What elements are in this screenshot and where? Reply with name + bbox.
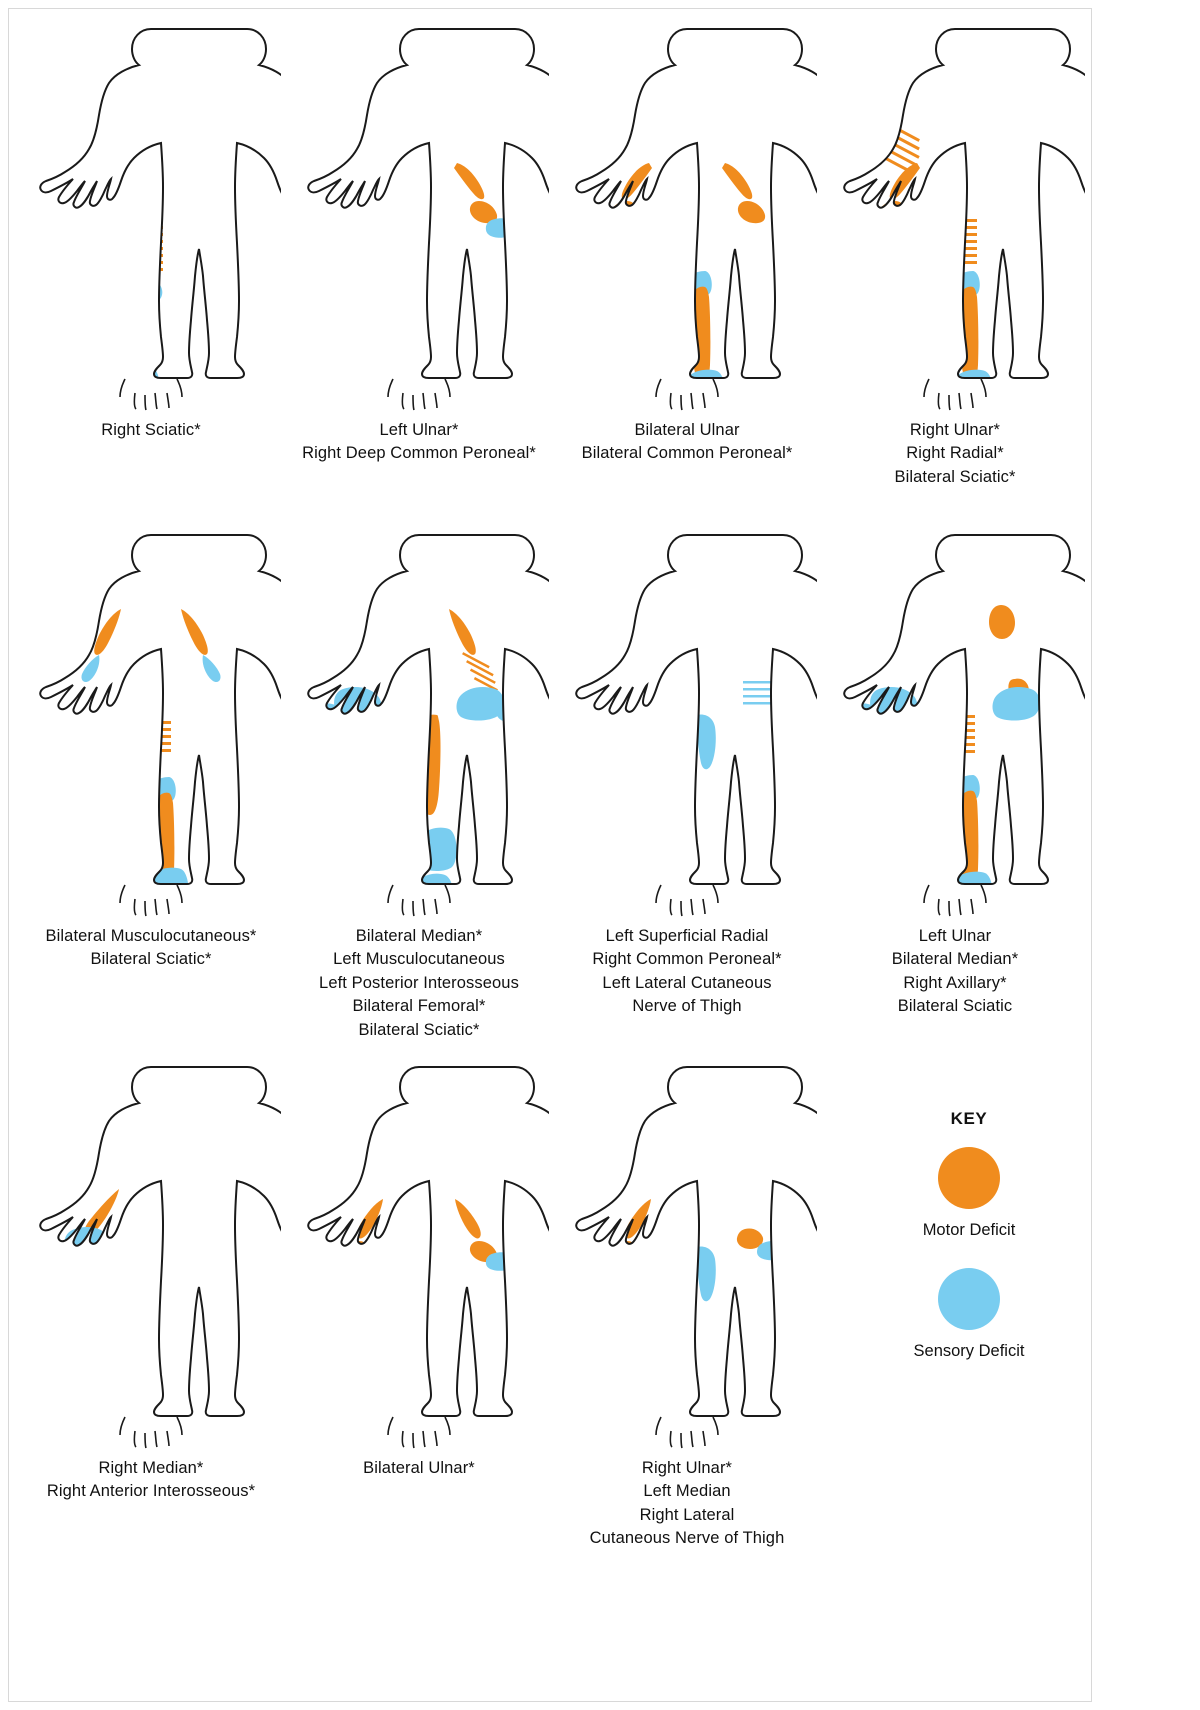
body-diagram-7 <box>557 529 817 919</box>
panel-11 <box>557 1061 817 1551</box>
human-body-figure <box>557 529 817 919</box>
key-title: KEY <box>950 1109 988 1128</box>
body-diagram-11 <box>557 1061 817 1451</box>
panel-10 <box>289 1061 549 1480</box>
panel-2 <box>289 23 549 466</box>
panel-9 <box>21 1061 281 1504</box>
body-diagram-6 <box>289 529 549 919</box>
human-body-figure <box>825 23 1085 413</box>
panel-6 <box>289 529 549 1042</box>
panel-caption: Bilateral Ulnar* <box>363 1459 475 1477</box>
human-body-figure <box>825 529 1085 919</box>
panel-caption: Bilateral Musculocutaneous* Bilateral Sciatic* <box>45 927 257 969</box>
panel-5 <box>21 529 281 972</box>
sensory-deficit-label: Sensory Deficit <box>913 1342 1025 1360</box>
human-body-figure <box>289 1061 549 1451</box>
panel-3 <box>557 23 817 466</box>
body-diagram-2 <box>289 23 549 413</box>
panel-caption: Right Median* Right Anterior Interosseous* <box>46 1459 256 1501</box>
panel-caption: Right Ulnar* Left Median Right Lateral Cutaneous Nerve of Thigh <box>589 1459 785 1548</box>
body-diagram-4 <box>825 23 1085 413</box>
panel-caption: Left Ulnar Bilateral Median* Right Axillary* Bilateral Sciatic <box>891 927 1019 1016</box>
panel-8 <box>825 529 1085 1019</box>
sensory-dot-icon <box>938 1268 1000 1330</box>
panel-caption: Bilateral Ulnar Bilateral Common Peroneal* <box>581 421 793 463</box>
human-body-figure <box>21 1061 281 1451</box>
human-body-figure <box>289 23 549 413</box>
human-body-figure <box>21 23 281 413</box>
figure-sheet <box>8 8 1092 1702</box>
panel-caption: Left Ulnar* Right Deep Common Peroneal* <box>302 421 536 463</box>
body-diagram-1 <box>21 23 281 413</box>
panel-4 <box>825 23 1085 489</box>
human-body-figure <box>557 23 817 413</box>
motor-dot-icon <box>938 1147 1000 1209</box>
body-diagram-10 <box>289 1061 549 1451</box>
panel-caption: Bilateral Median* Left Musculocutaneous Left Posterior Interosseous Bilateral Femoral* Bilateral Sciatic* <box>319 927 519 1039</box>
body-diagram-9 <box>21 1061 281 1451</box>
panel-1 <box>21 23 281 442</box>
human-body-figure <box>21 529 281 919</box>
legend-key <box>859 1109 1079 1389</box>
body-diagram-5 <box>21 529 281 919</box>
body-diagram-3 <box>557 23 817 413</box>
panel-caption: Right Ulnar* Right Radial* Bilateral Sciatic* <box>894 421 1016 486</box>
panel-caption: Left Superficial Radial Right Common Peroneal* Left Lateral Cutaneous Nerve of Thigh <box>592 927 782 1016</box>
human-body-figure <box>557 1061 817 1451</box>
panel-caption: Right Sciatic* <box>101 421 201 439</box>
body-diagram-8 <box>825 529 1085 919</box>
motor-deficit-label: Motor Deficit <box>922 1221 1016 1239</box>
human-body-figure <box>289 529 549 919</box>
panel-7 <box>557 529 817 1019</box>
panel-grid <box>9 9 1091 1701</box>
